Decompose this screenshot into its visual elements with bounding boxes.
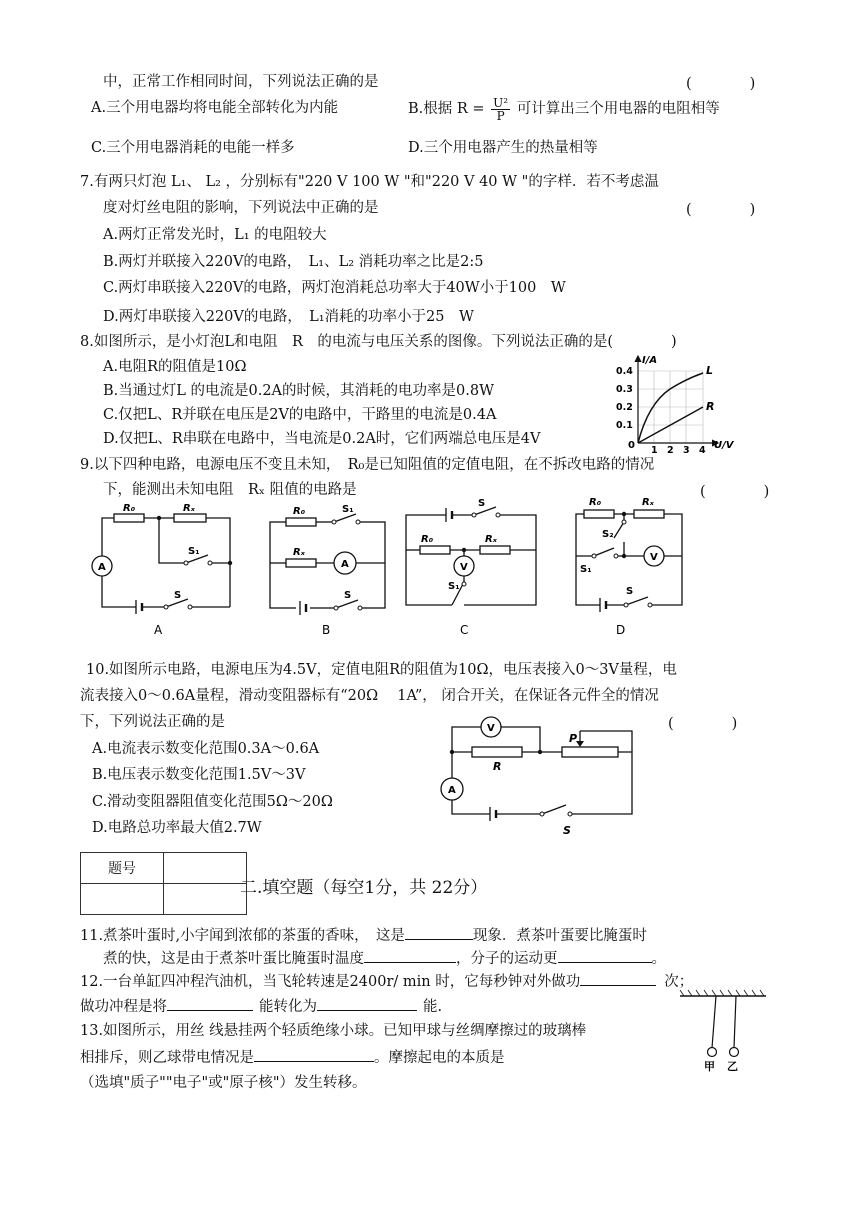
q12-text-1: 12.一台单缸四冲程汽油机，当飞轮转速是2400r/ min 时，它每秒钟对外做功: [80, 974, 581, 990]
q10-circuit: [432, 712, 642, 842]
circuit-c: [402, 493, 542, 640]
graph-xtick-1: 1: [651, 445, 658, 456]
q12-text-5: 能.: [423, 999, 443, 1015]
graph-ytick-4: 0.4: [616, 366, 633, 377]
circuit-c-caption: C: [460, 623, 469, 637]
graph-y-label: I/A: [642, 355, 658, 366]
circuit-d-s: S: [626, 586, 634, 597]
score-table-cell: [81, 884, 164, 915]
circuit-b-caption: B: [322, 623, 331, 637]
section-2-title: 二.填空题（每空1分，共 22分）: [240, 878, 488, 898]
q8-iu-graph: [614, 352, 734, 456]
q12-line2: [80, 996, 442, 1017]
q12-blank-1[interactable]: [580, 971, 656, 986]
graph-curve-l: [638, 373, 703, 443]
q10-answer-paren: ( ): [668, 716, 738, 732]
q10-fig-a: A: [448, 785, 456, 796]
q12-blank-2[interactable]: [167, 996, 253, 1011]
q6-option-b-post: 可计算出三个用电器的电阻相等: [516, 101, 720, 117]
graph-xtick-4: 4: [699, 445, 706, 456]
circuit-b-s: S: [344, 590, 352, 601]
q13-line3: （选填"质子""电子"或"原子核"）发生转移。: [80, 1075, 367, 1091]
q10-fig-s: S: [563, 824, 571, 837]
graph-ytick-2: 0.2: [616, 402, 633, 413]
q13-line2: [80, 1047, 505, 1068]
q7-option-b: B.两灯并联接入220V的电路， L₁、L₂ 消耗功率之比是2:5: [103, 254, 484, 270]
circuit-b-r0: R₀: [293, 506, 306, 517]
q6-option-c: C.三个用电器消耗的电能一样多: [91, 140, 295, 156]
q12-text-4: 能转化为: [259, 999, 317, 1015]
q10-fig-r: R: [493, 760, 502, 773]
q12-line1: [80, 971, 693, 992]
q8-option-d: D.仅把L、R串联在电路中，当电流是0.2A时，它们两端总电压是4V: [103, 431, 541, 447]
q6-answer-paren: ( ): [686, 76, 756, 92]
circuit-d-rx: Rₓ: [642, 497, 654, 508]
q6-stem: 中，正常工作相同时间，下列说法正确的是: [103, 74, 379, 90]
q12-text-3: 做功冲程是将: [80, 999, 167, 1015]
circuit-c-voltmeter-label: V: [460, 562, 468, 573]
q11-line1: [80, 925, 647, 946]
q8-option-a: A.电阻R的阻值是10Ω: [103, 359, 247, 375]
graph-ytick-3: 0.3: [616, 384, 633, 395]
circuit-a-r0: R₀: [123, 503, 136, 514]
q7-stem-line1: 7.有两只灯泡 L₁、 L₂ ，分别标有"220 V 100 W "和"220 V 40 W "的字样．若不考虑温: [80, 174, 659, 190]
circuit-a: [90, 500, 240, 640]
circuit-d-s1: S₁: [580, 564, 592, 575]
q7-option-c: C.两灯串联接入220V的电路，两灯泡消耗总功率大于40W小于100 W: [103, 280, 566, 296]
q6-formula-numerator: U²: [493, 95, 509, 110]
graph-grid: [638, 371, 703, 443]
q6-formula-lhs: R =: [456, 101, 485, 117]
q11-blank-1[interactable]: [405, 925, 473, 940]
ball-jia: [708, 1048, 717, 1057]
q13-text-2: 。摩擦起电的本质是: [374, 1050, 505, 1066]
q8-option-b: B.当通过灯L 的电流是0.2A的时候，其消耗的电功率是0.8W: [103, 383, 494, 399]
q11-blank-2[interactable]: [364, 948, 456, 963]
q11-text-4: ，分子的运动更: [456, 951, 558, 967]
circuit-b-rx: Rₓ: [293, 547, 305, 558]
circuit-a-caption: A: [154, 623, 163, 637]
q13-text-1: 相排斥，则乙球带电情况是: [80, 1050, 254, 1066]
graph-label-r: R: [706, 400, 715, 413]
circuit-c-r0: R₀: [421, 534, 434, 545]
q6-option-b: [408, 96, 720, 122]
q7-option-a: A.两灯正常发光时，L₁ 的电阻较大: [103, 227, 327, 243]
circuit-b-ammeter-label: A: [341, 559, 349, 570]
q6-formula-fraction: [491, 97, 510, 122]
q6-option-d: D.三个用电器产生的热量相等: [408, 140, 598, 156]
q7-stem-line2: 度对灯丝电阻的影响，下列说法中正确的是: [103, 200, 379, 216]
q6-formula-denominator: P: [496, 108, 505, 123]
circuit-d-s2: S₂: [602, 529, 614, 540]
q10-option-a: A.电流表示数变化范围0.3A～0.6A: [92, 741, 320, 757]
q9-answer-paren: ( ): [700, 484, 770, 500]
q10-stem-line2: 流表接入0～0.6A量程，滑动变阻器标有“20Ω 1A”， 闭合开关，在保证各元件全的情况: [80, 688, 659, 704]
q10-option-d: D.电路总功率最大值2.7W: [92, 820, 262, 836]
q10-fig-v: V: [487, 723, 495, 734]
graph-x-label: U/V: [714, 440, 734, 451]
q7-answer-paren: ( ): [686, 202, 756, 218]
q9-stem-line1: 9.以下四种电路，电源电压不变且未知， R₀是已知阻值的定值电阻，在不拆改电路的情况: [80, 457, 655, 473]
score-table-header: 题号: [81, 853, 164, 884]
graph-label-l: L: [706, 364, 714, 377]
score-table-cell: [164, 884, 247, 915]
circuit-c-s1: S₁: [448, 581, 460, 592]
q10-fig-p: P: [569, 732, 578, 745]
q11-text-2: 现象．煮茶叶蛋要比腌蛋时: [472, 928, 647, 944]
q7-option-d: D.两灯串联接入220V的电路， L₁消耗的功率小于25 W: [103, 309, 474, 325]
circuit-b-s1: S₁: [342, 504, 354, 515]
graph-xtick-3: 3: [683, 445, 690, 456]
q10-option-c: C.滑动变阻器阻值变化范围5Ω～20Ω: [92, 794, 333, 810]
label-jia: 甲: [704, 1060, 715, 1073]
q13-blank-1[interactable]: [254, 1047, 374, 1062]
q11-text-5: 。: [651, 951, 666, 967]
circuit-b: [262, 500, 397, 640]
ball-yi: [730, 1048, 739, 1057]
q12-blank-3[interactable]: [317, 996, 417, 1011]
thread-yi: [734, 996, 736, 1048]
q11-blank-3[interactable]: [558, 948, 652, 963]
graph-xtick-2: 2: [667, 445, 674, 456]
q11-line2: [103, 948, 666, 969]
q6-option-a: A.三个用电器均将电能全部转化为内能: [91, 100, 339, 116]
q8-option-c: C.仅把L、R并联在电压是2V的电路中，干路里的电流是0.4A: [103, 407, 497, 423]
q11-text-3: 煮的快，这是由于煮茶叶蛋比腌蛋时温度: [103, 951, 364, 967]
q12-text-2: 次；: [664, 974, 694, 990]
q13-line1: 13.如图所示，用丝 线悬挂两个轻质绝缘小球。已知甲球与丝绸摩擦过的玻璃棒: [80, 1023, 587, 1039]
q10-stem-line1: 10.如图所示电路，电源电压为4.5V，定值电阻R的阻值为10Ω，电压表接入0～3V量程，电: [86, 662, 677, 678]
circuit-a-ammeter-label: A: [98, 562, 106, 573]
q9-stem-line2: 下，能测出未知电阻 Rₓ 阻值的电路是: [103, 482, 357, 498]
circuit-d: [558, 492, 690, 640]
graph-ytick-1: 0.1: [616, 420, 633, 431]
circuit-d-voltmeter-label: V: [650, 552, 658, 563]
circuit-c-rx: Rₓ: [485, 534, 497, 545]
circuit-d-caption: D: [616, 623, 626, 637]
circuit-a-s: S: [174, 590, 182, 601]
q10-stem-line3: 下，下列说法正确的是: [80, 714, 225, 730]
q6-option-b-pre: B.根据: [408, 101, 453, 117]
circuit-c-s: S: [478, 498, 486, 509]
circuit-d-r0: R₀: [589, 497, 602, 508]
graph-origin: 0: [628, 440, 635, 451]
q13-hanging-balls: [676, 990, 772, 1072]
q10-option-b: B.电压表示数变化范围1.5V～3V: [92, 767, 306, 783]
label-yi: 乙: [727, 1060, 738, 1073]
thread-jia: [712, 996, 716, 1048]
score-table: [80, 852, 247, 915]
circuit-a-s1: S₁: [188, 546, 200, 557]
score-table-cell: [164, 853, 247, 884]
q11-text-1: 11.煮茶叶蛋时,小宇闻到浓郁的茶蛋的香味， 这是: [80, 928, 405, 944]
circuit-a-rx: Rₓ: [183, 503, 195, 514]
q8-stem: 8.如图所示，是小灯泡L和电阻 R 的电流与电压关系的图像。下列说法正确的是( ): [80, 334, 677, 350]
